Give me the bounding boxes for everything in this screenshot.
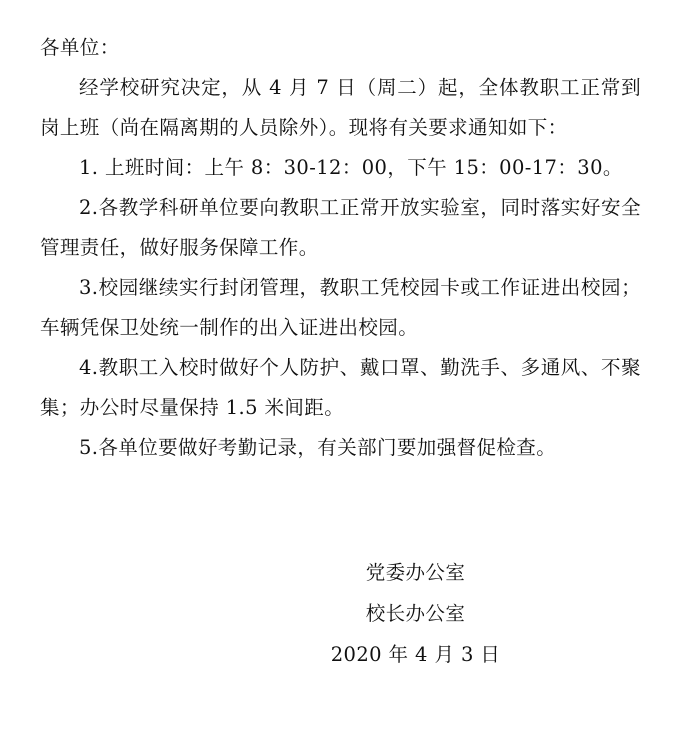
salutation: 各单位： [40, 36, 120, 59]
paragraph-intro: 经学校研究决定，从 4 月 7 日（周二）起，全体教职工正常到岗上班（尚在隔离期的人员除外）。现将有关要求通知如下： [40, 76, 641, 139]
paragraph-item-5: 5.各单位要做好考勤记录，有关部门要加强督促检查。 [79, 436, 557, 459]
signature-office-president: 校长办公室 [365, 602, 466, 625]
document-body [40, 28, 641, 468]
paragraph-item-4: 4.教职工入校时做好个人防护、戴口罩、勤洗手、多通风、不聚集；办公时尽量保持 1.5 米间距。 [40, 356, 641, 419]
signature-office-party: 党委办公室 [365, 561, 466, 584]
paragraph-item-2: 2.各教学科研单位要向教职工正常开放实验室，同时落实好安全管理责任，做好服务保障工作。 [40, 196, 641, 259]
signature-date: 2020 年 4 月 3 日 [330, 643, 501, 666]
signature-spacer [40, 468, 641, 552]
signature-block [40, 552, 641, 675]
paragraph-item-1: 1. 上班时间：上午 8：30-12：00，下午 15：00-17：30。 [79, 156, 623, 179]
paragraph-item-3: 3.校园继续实行封闭管理，教职工凭校园卡或工作证进出校园；车辆凭保卫处统一制作的出入证进出校园。 [40, 276, 641, 339]
